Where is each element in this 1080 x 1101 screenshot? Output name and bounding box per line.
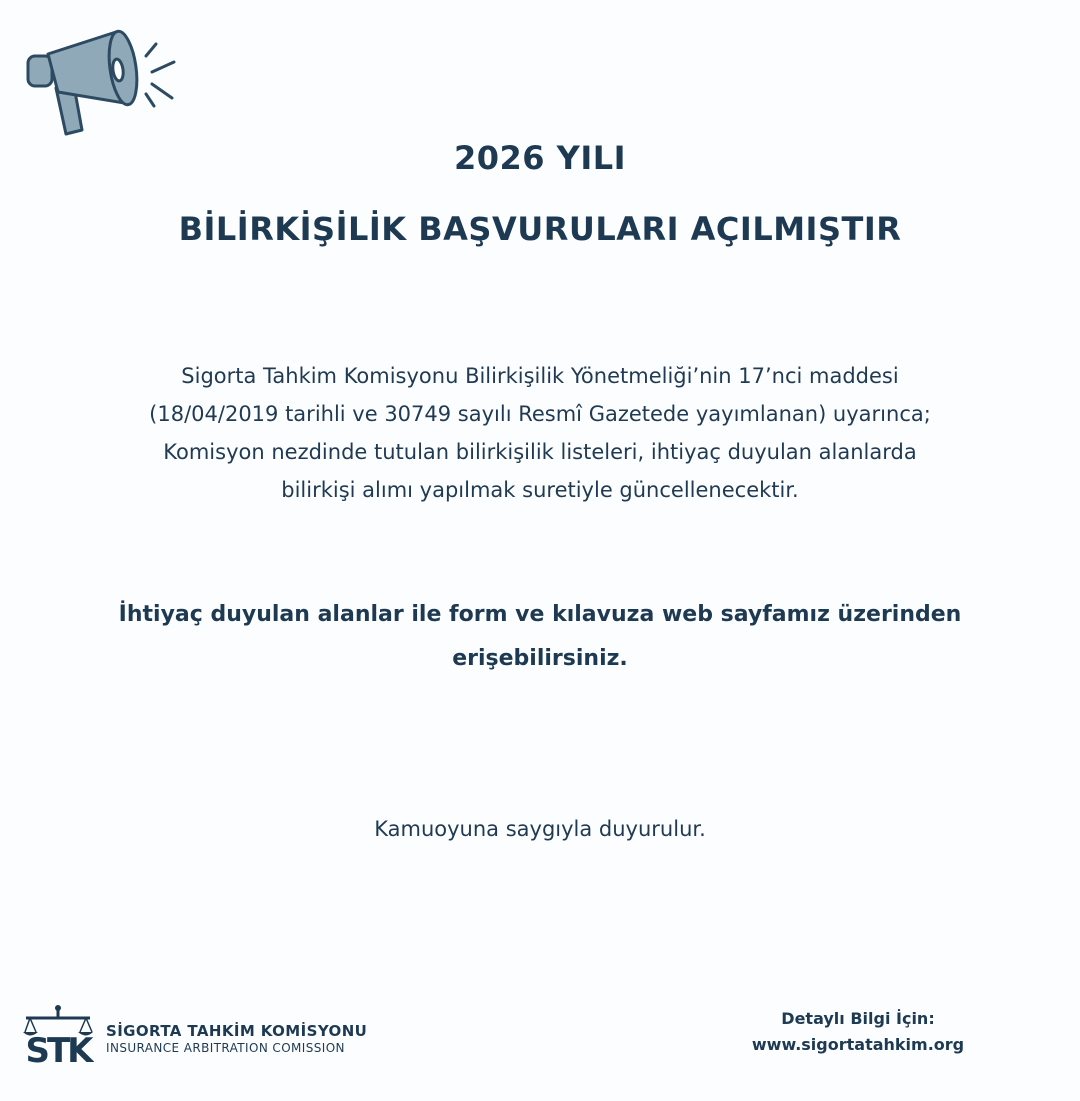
paragraph-line: Komisyon nezdinde tutulan bilirkişilik listeleri, ihtiyaç duyulan alanlarda	[163, 440, 917, 464]
paragraph-line: bilirkişi alımı yapılmak suretiyle güncellenecektir.	[281, 478, 799, 502]
paragraph-line: Sigorta Tahkim Komisyonu Bilirkişilik Yönetmeliği’nin 17’nci maddesi	[181, 364, 899, 388]
organization-logo	[22, 1004, 402, 1070]
announcement-paragraph	[70, 357, 1010, 509]
megaphone-icon	[18, 26, 188, 146]
stk-scales-logo-icon	[22, 1004, 94, 1070]
logo-letters: STK	[25, 1031, 91, 1070]
title-heading: BİLİRKİŞİLİK BAŞVURULARI AÇILMIŞTIR	[178, 210, 902, 248]
emphasis-line: İhtiyaç duyulan alanlar ile form ve kılavuza web sayfamız üzerinden	[118, 602, 962, 627]
organization-subtitle: INSURANCE ARBITRATION COMISSION	[106, 1041, 345, 1055]
website-link[interactable]: www.sigortatahkim.org	[751, 1035, 965, 1054]
paragraph-line: (18/04/2019 tarihli ve 30749 sayılı Resmî Gazetede yayımlanan) uyarınca;	[149, 402, 931, 426]
contact-info	[728, 1007, 988, 1059]
organization-name: SİGORTA TAHKİM KOMİSYONU	[106, 1022, 368, 1040]
title-year: 2026 YILI	[453, 139, 627, 177]
announcement-title	[0, 132, 1080, 255]
info-label: Detaylı Bilgi İçin:	[781, 1009, 935, 1028]
announcement-emphasis	[60, 593, 1020, 681]
emphasis-line: erişebilirsiniz.	[452, 646, 628, 671]
closing-statement: Kamuoyuna saygıyla duyurulur.	[374, 817, 706, 841]
